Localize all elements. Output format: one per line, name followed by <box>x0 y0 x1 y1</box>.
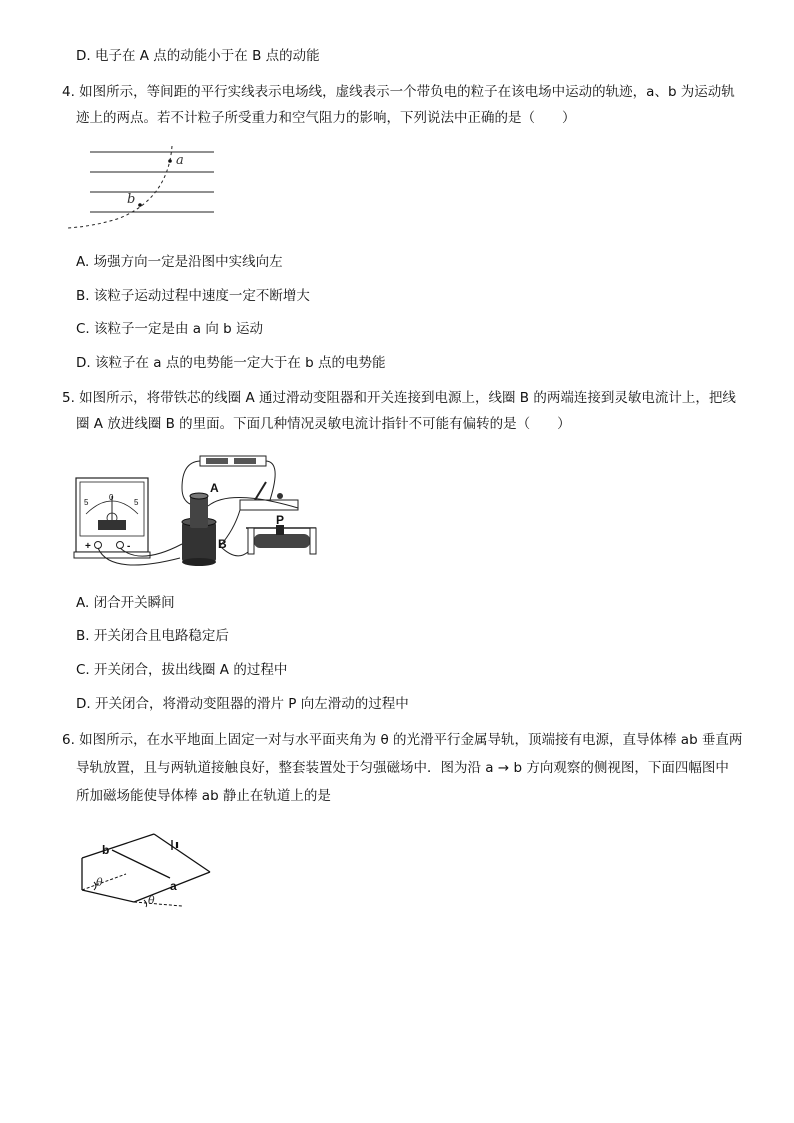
coil-a <box>190 493 208 528</box>
meter-scale-left: 5 <box>84 498 89 507</box>
q6-inclined-rails-figure <box>64 820 224 915</box>
q4-stem-line-1: 4. 如图所示，等间距的平行实线表示电场线，虚线表示一个带负电的粒子在该电场中运动的轨迹，a、b 为运动轨 <box>62 84 735 100</box>
q5-option-a: A. 闭合开关瞬间 <box>76 595 175 611</box>
q5-induction-circuit-figure <box>70 448 326 578</box>
label-a: a <box>170 879 177 893</box>
q5-option-d: D. 开关闭合，将滑动变阻器的滑片 P 向左滑动的过程中 <box>76 696 409 712</box>
rheostat <box>246 525 316 554</box>
q3-option-d: D. 电子在 A 点的动能小于在 B 点的动能 <box>76 48 320 64</box>
q4-option-d: D. 该粒子在 a 点的电势能一定大于在 b 点的电势能 <box>76 355 386 371</box>
q5-option-b: B. 开关闭合且电路稳定后 <box>76 628 229 644</box>
point-b <box>138 203 142 207</box>
ground-line-2 <box>134 902 182 906</box>
meter-minus-terminal: - <box>127 541 131 552</box>
q5-option-c: C. 开关闭合，拔出线圈 A 的过程中 <box>76 662 288 678</box>
q4-option-b: B. 该粒子运动过程中速度一定不断增大 <box>76 288 310 304</box>
meter-scale-zero: 0 <box>109 493 114 502</box>
rail-far <box>82 834 154 858</box>
theta-label-2: θ <box>148 894 155 907</box>
q5-stem-line-1: 5. 如图所示，将带铁芯的线圈 A 通过滑动变阻器和开关连接到电源上，线圈 B 的两端连接到灵敏电流计上，把线 <box>62 390 736 406</box>
label-b: b <box>127 192 136 207</box>
q6-stem-line-3: 所加磁场能使导体棒 ab 静止在轨道上的是 <box>76 788 331 804</box>
q4-option-a: A. 场强方向一定是沿图中实线向左 <box>76 254 283 270</box>
q4-stem-line-2: 迹上的两点。若不计粒子所受重力和空气阻力的影响，下列说法中正确的是（ ） <box>76 110 576 126</box>
q5-stem-line-2: 圈 A 放进线圈 B 的里面。下面几种情况灵敏电流计指针不可能有偏转的是（ ） <box>76 416 571 432</box>
q4-option-c: C. 该粒子一定是由 a 向 b 运动 <box>76 321 264 337</box>
rail-bottom-left <box>82 890 134 902</box>
label-slider-p: P <box>276 513 285 527</box>
point-a <box>168 159 172 163</box>
meter-plus-terminal: + <box>85 541 91 552</box>
q6-stem-line-2: 导轨放置，且与两轨道接触良好，整套装置处于匀强磁场中．图为沿 a → b 方向观察的侧视图，下面四幅图中 <box>76 760 729 776</box>
angle-arc-2 <box>144 900 147 907</box>
label-coil-b: B <box>218 537 227 551</box>
q6-stem-line-1: 6. 如图所示，在水平地面上固定一对与水平面夹角为 θ 的光滑平行金属导轨，顶端接有电源，直导体棒 ab 垂直两 <box>62 732 743 748</box>
label-coil-a: A <box>210 481 219 495</box>
label-a: a <box>176 153 184 168</box>
meter-scale-right: 5 <box>134 498 139 507</box>
rail-top-far <box>154 834 210 872</box>
label-b: b <box>102 843 110 857</box>
conductor-rod-ab <box>112 850 170 878</box>
galvanometer <box>74 478 150 558</box>
theta-label-1: θ <box>96 876 103 889</box>
particle-trajectory <box>68 146 172 228</box>
q4-electric-field-figure <box>60 140 230 235</box>
ground-line-1 <box>82 874 126 890</box>
battery <box>200 456 266 466</box>
